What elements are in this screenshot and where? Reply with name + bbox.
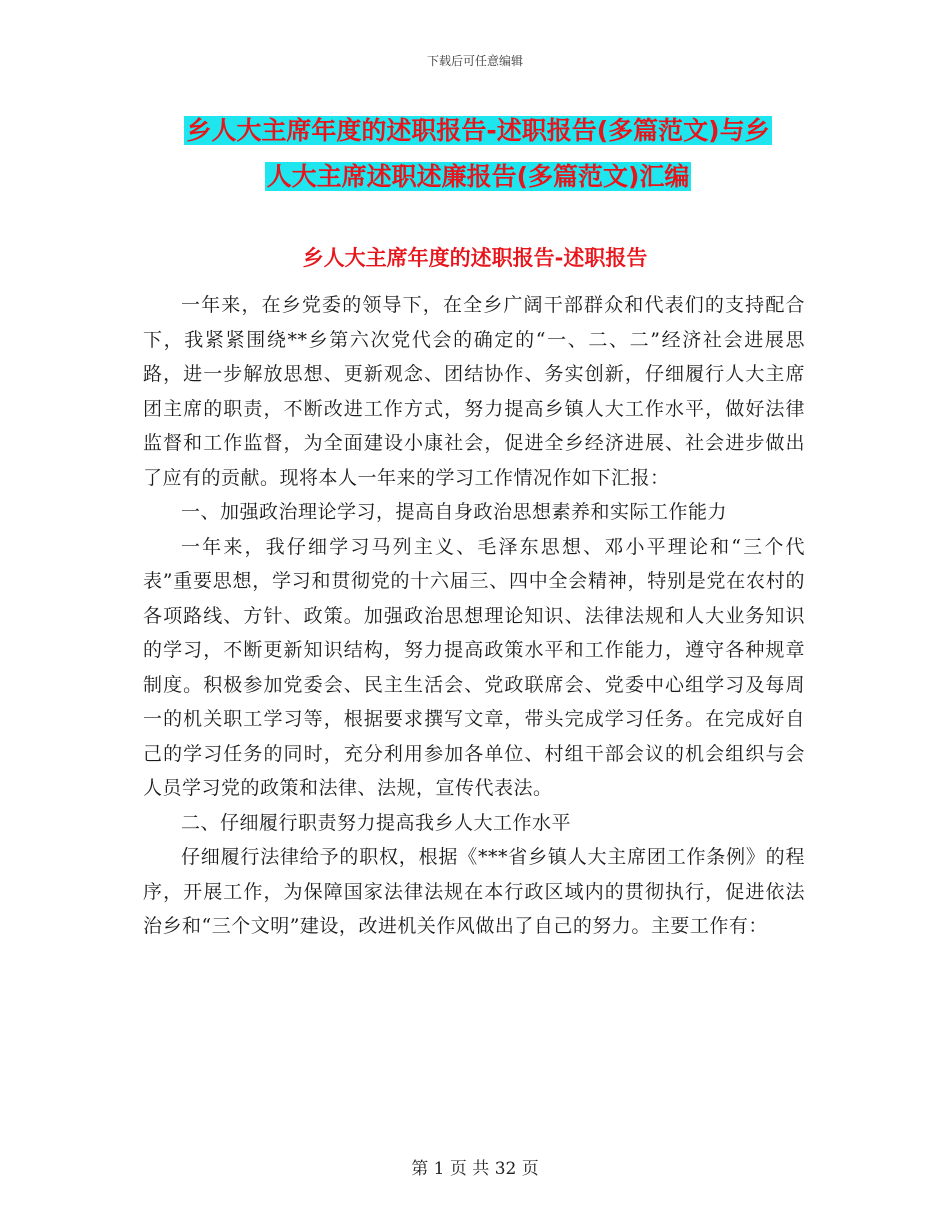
header-note: 下载后可任意编辑	[426, 54, 523, 68]
paragraph-section-2: 仔细履行法律给予的职权，根据《***省乡镇人大主席团工作条例》的程序，开展工作，为保障国家法律法规在本行政区域内的贯彻执行，促进依法治乡和“三个文明”建设，改进机关作风做出了自己的努力。主要工作有：	[143, 846, 805, 937]
document-body	[143, 288, 805, 944]
section-title: 乡人大主席年度的述职报告-述职报告	[302, 246, 648, 270]
heading-section-1: 一、加强政治理论学习，提高自身政治思想素养和实际工作能力	[181, 501, 728, 523]
paragraph-section-1: 一年来，我仔细学习马列主义、毛泽东思想、邓小平理论和“三个代表”重要思想，学习和贯彻党的十六届三、四中全会精神，特别是党在农村的各项路线、方针、政策。加强政治思想理论知识、法律法规和人大业务知识的学习，不断更新知识结构，努力提高政策水平和工作能力，遵守各种规章制度。积极参加党委会、民主生活会、党政联席会、党委中心组学习及每周一的机关职工学习等，根据要求撰写文章，带头完成学习任务。在完成好自己的学习任务的同时，充分利用参加各单位、村组干部会议的机会组织与会人员学习党的政策和法律、法规，宣传代表法。	[143, 535, 805, 799]
document-title-line-1: 乡人大主席年度的述职报告-述职报告(多篇范文)与乡	[186, 116, 770, 145]
heading-section-2: 二、仔细履行职责努力提高我乡人大工作水平	[181, 811, 572, 834]
document-title	[143, 108, 813, 200]
paragraph-intro: 一年来，在乡党委的领导下，在全乡广阔干部群众和代表们的支持配合下，我紧紧围绕**乡第六次党代会的确定的“一、二、二”经济社会进展思路，进一步解放思想、更新观念、团结协作、务实创新，仔细履行人大主席团主席的职责，不断改进工作方式，努力提高乡镇人大工作水平，做好法律监督和工作监督，为全面建设小康社会，促进全乡经济进展、社会进步做出了应有的贡献。现将本人一年来的学习工作情况作如下汇报：	[143, 294, 805, 489]
page-number: 第 1 页 共 32 页	[411, 1159, 539, 1179]
document-title-line-2: 人大主席述职述廉报告(多篇范文)汇编	[266, 162, 690, 191]
